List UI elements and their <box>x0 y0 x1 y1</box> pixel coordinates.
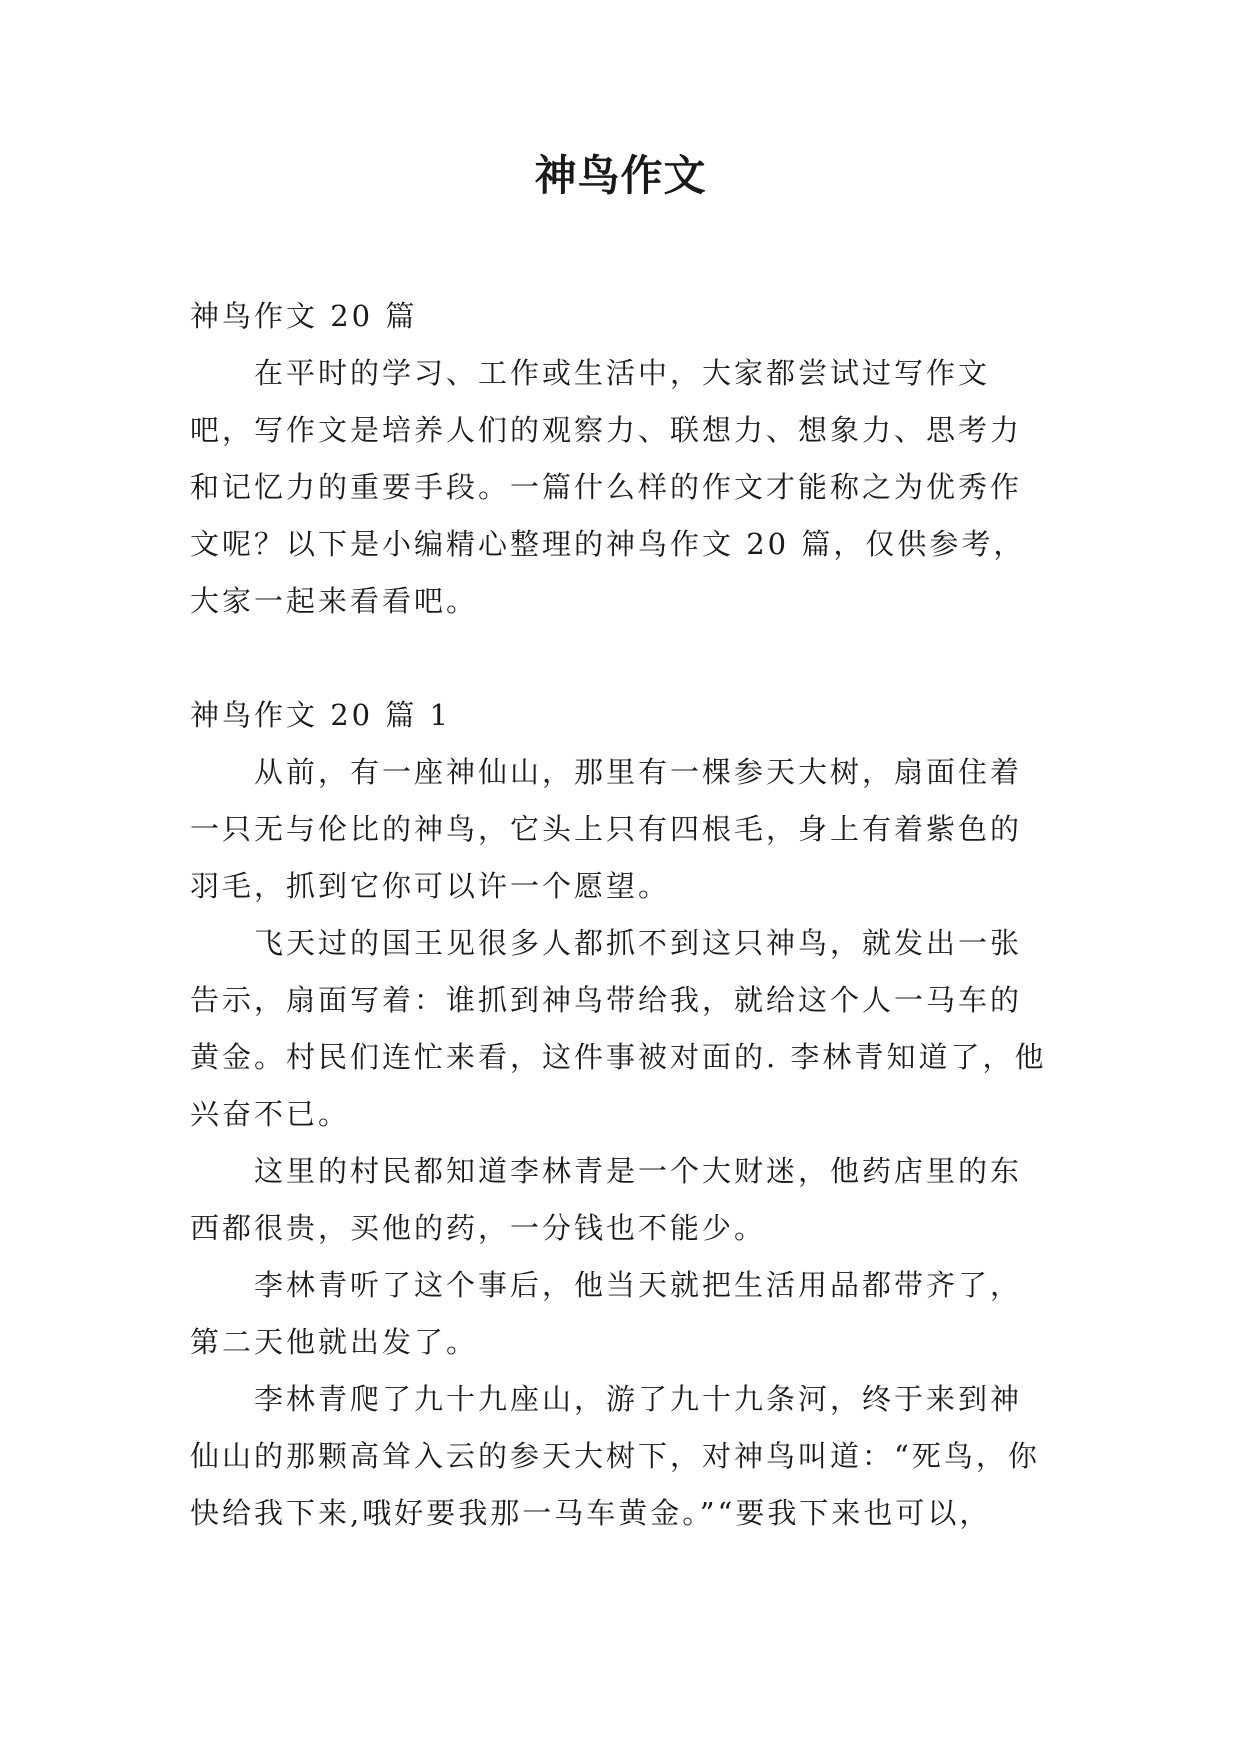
body-paragraph: 这里的村民都知道李林青是一个大财迷，他药店里的东西都很贵，买他的药，一分钱也不能少。 <box>190 1154 1023 1245</box>
body-paragraph: 李林青爬了九十九座山，游了九十九条河，终于来到神仙山的那颗高耸入云的参天大树下，对神鸟叫道：“死鸟，你快给我下来,哦好要我那一马车黄金。”“要我下来也可以， <box>190 1382 1040 1530</box>
intro-paragraph: 在平时的学习、工作或生活中，大家都尝试过写作文吧，写作文是培养人们的观察力、联想力、想象力、思考力和记忆力的重要手段。一篇什么样的作文才能称之为优秀作文呢？以下是小编精心整理的神鸟作文 20 篇，仅供参考，大家一起来看看吧。 <box>190 356 1026 618</box>
body-paragraph: 李林青听了这个事后，他当天就把生活用品都带齐了，第二天他就出发了。 <box>190 1268 1023 1359</box>
body-paragraph: 飞天过的国王见很多人都抓不到这只神鸟，就发出一张告示，扇面写着：谁抓到神鸟带给我，就给这个人一马车的黄金。村民们连忙来看，这件事被对面的. 李林青知道了，他兴奋不已。 <box>190 926 1047 1131</box>
section-spacer <box>190 630 1052 687</box>
document-title: 神鸟作文 <box>534 151 707 200</box>
document-body <box>190 288 1052 1542</box>
document-subtitle: 神鸟作文 20 篇 <box>190 299 418 333</box>
section-heading: 神鸟作文 20 篇 1 <box>190 698 452 732</box>
body-paragraph: 从前，有一座神仙山，那里有一棵参天大树，扇面住着一只无与伦比的神鸟，它头上只有四根毛，身上有着紫色的羽毛，抓到它你可以许一个愿望。 <box>190 755 1023 903</box>
